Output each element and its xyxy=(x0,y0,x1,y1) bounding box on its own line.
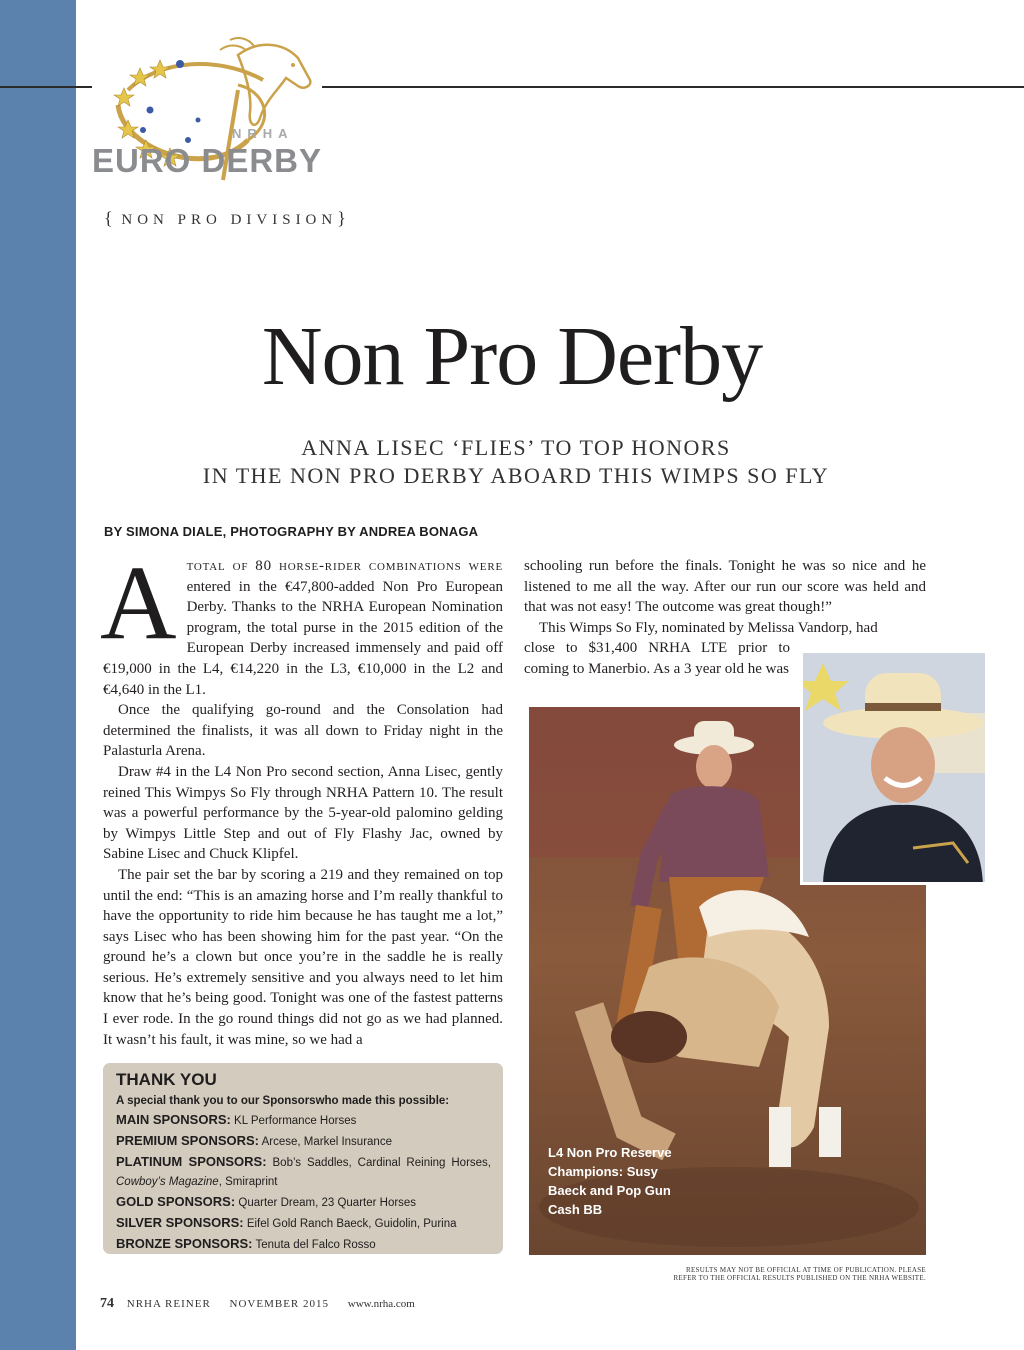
article-column-1 xyxy=(100,544,503,1050)
article-paragraph-1: Atotal of 80 horse-rider combinations were entered in the €47,800-added Non Pro European Derby. Thanks to the NRHA European Nomination program, the total purse in the 2015 edition of the European Derby increased immensely and paid off €19,000 in the L4, €14,220 in the L3, €10,000 in the L2 and €4,640 in the L1. xyxy=(100,544,503,698)
results-disclaimer: RESULTS MAY NOT BE OFFICIAL AT TIME OF PUBLICATION. PLEASE REFER TO THE OFFICIAL RESULTS PUBLISHED ON THE NRHA WEBSITE. xyxy=(673,1266,926,1282)
subtitle-line-1: ANNA LISEC ‘FLIES’ TO TOP HONORS xyxy=(301,435,731,460)
silver-sponsors-row: SILVER SPONSORS: Eifel Gold Ranch Baeck, Guidolin, Purina xyxy=(116,1215,457,1230)
thank-you-title: THANK YOU xyxy=(116,1070,217,1089)
magazine-name: NRHA REINER xyxy=(126,1298,211,1310)
gold-sponsors-row: GOLD SPONSORS: Quarter Dream, 23 Quarter Horses xyxy=(116,1194,417,1209)
rider-portrait-photo xyxy=(800,650,988,885)
logo-euro-derby-text: EURO DERBY xyxy=(92,142,323,179)
euro-derby-logo xyxy=(88,30,328,205)
article-paragraph-2: Once the qualifying go-round and the Consolation had determined the finalists, it was all down to Friday night in the Palasturla Arena. xyxy=(103,702,503,760)
page-number: 74 xyxy=(100,1296,114,1311)
main-sponsors-row: MAIN SPONSORS: KL Performance Horses xyxy=(116,1112,357,1127)
article-paragraph-6b: close to $31,400 NRHA LTE prior to coming to Manerbio. As a 3 year old he was xyxy=(524,640,790,677)
platinum-sponsors-row: PLATINUM SPONSORS: Bob’s Saddles, Cardinal Reining Horses, Cowboy’s Magazine, Smiraprint xyxy=(116,1154,491,1188)
drop-cap: A xyxy=(100,544,177,661)
premium-sponsors-row: PREMIUM SPONSORS: Arcese, Markel Insurance xyxy=(116,1133,392,1148)
article-paragraph-3: Draw #4 in the L4 Non Pro second section, Anna Lisec, gently reined This Wimpys So Fly through NRHA Pattern 10. The result was a powerful performance by the 5-year-old palomino gelding by Wimpys Little Step and out of Fly Flashy Jac, owned by Sabine Lisec and Chuck Klipfel. xyxy=(103,763,503,863)
bronze-sponsors-row: BRONZE SPONSORS: Tenuta del Falco Rosso xyxy=(116,1236,376,1251)
subtitle-line-2: IN THE NON PRO DERBY ABOARD THIS WIMPS SO FLY xyxy=(202,463,830,488)
section-division-label: { NON PRO DIVISION} xyxy=(104,208,346,228)
issue-date: NOVEMBER 2015 xyxy=(229,1298,330,1310)
page-footer xyxy=(100,1296,415,1312)
website-link[interactable]: www.nrha.com xyxy=(347,1298,415,1310)
page-title: Non Pro Derby xyxy=(261,310,763,403)
logo-nrha-text: NRHA xyxy=(232,126,294,141)
byline: BY SIMONA DIALE, PHOTOGRAPHY BY ANDREA BONAGA xyxy=(104,524,479,539)
thank-you-intro: A special thank you to our Sponsorswho made this possible: xyxy=(116,1095,450,1107)
lead-in-smallcaps: total of 80 horse-rider combinations were xyxy=(186,558,503,574)
photo-caption: L4 Non Pro Reserve Champions: Susy Baeck and Pop Gun Cash BB xyxy=(548,1145,672,1217)
header-rule-right xyxy=(322,86,1024,88)
page-sidebar-bar xyxy=(0,0,76,1350)
sponsor-thank-you-box xyxy=(103,1063,503,1254)
article-paragraph-5: schooling run before the finals. Tonight he was so nice and he listened to me all the way. After our run our score was held and that was not easy! The outcome was great though!” xyxy=(524,558,926,616)
header-rule-left xyxy=(0,86,92,88)
article-paragraph-4: The pair set the bar by scoring a 219 and they remained on top until the end: “This is an amazing horse and I’m really thankful to have the opportunity to ride him because he has taught me a lot,” says Lisec who has been showing him for the past year. “On the ground he’s a clown but once you’re in the saddle he is really serious. He’s extremely sensitive and you always need to let him know that he’s being good. Tonight was one of the fastest patterns I ever rode. In the go round things did not go as we had planned. It wasn’t his fault, it was mine, so we had a xyxy=(103,866,503,1048)
article-paragraph-6a: This Wimps So Fly, nominated by Melissa Vandorp, had xyxy=(539,619,878,636)
